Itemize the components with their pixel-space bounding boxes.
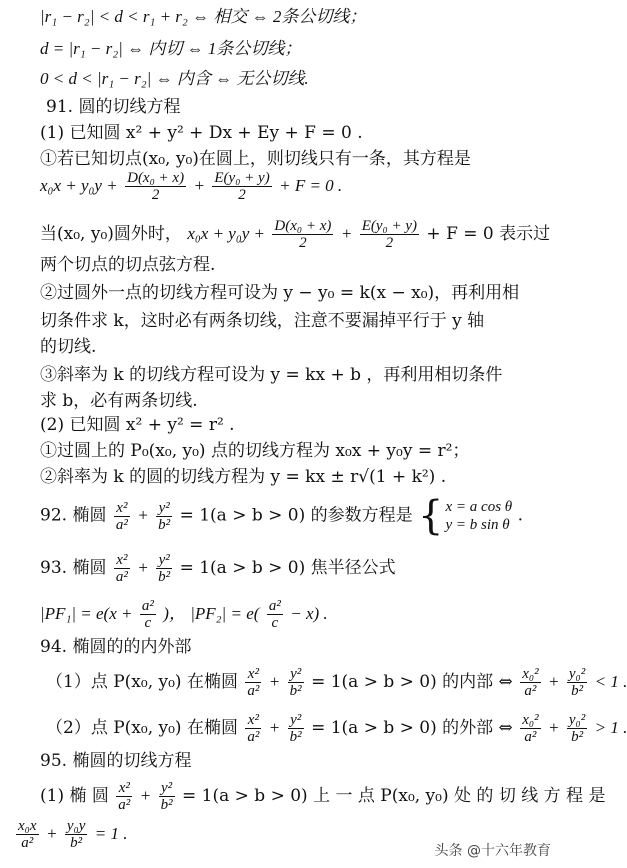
equation-tangent-on-circle: x₀x + y₀y + $\frac{\text{D(x₀ + x)}}{2}$ + $\frac{\text{E(y₀ + y)}}{2}$ + F = 0 . [40, 170, 343, 203]
ellipse-exterior: （2）点 P(x₀, y₀) 在椭圆 $\frac{\text{x²}}{\text{a²}}$ + $\frac{\text{y²}}{\text{b²}}$ = 1(a > b > 0) 的外部 ⇔ $\frac{\text{x₀²}}{\text{a²}}$ + $\frac{\text{y₀²}}{\text{b²}}$ > 1 . [46, 712, 627, 745]
focal-radius-formula: |PF₁| = e(x + $\frac{\text{a²}}{c}$ )， |PF₂| = e( $\frac{\text{a²}}{c}$ − x) . [40, 598, 328, 631]
brace-icon: { [418, 493, 444, 539]
ellipse-interior: （1）点 P(x₀, y₀) 在椭圆 $\frac{\text{x²}}{\text{a²}}$ + $\frac{\text{y²}}{\text{b²}}$ = 1(a > b > 0) 的内部 ⇔ $\frac{\text{x₀²}}{\text{a²}}$ + $\frac{\text{y₀²}}{\text{b²}}$ < 1 . [46, 666, 627, 699]
section-93: 93. 椭圆 $\frac{\text{x²}}{\text{a²}}$ + $\frac{\text{y²}}{\text{b²}}$ = 1(a > b > 0) 焦半径公式 [40, 552, 396, 585]
line-91-2: ①若已知切点(x₀, y₀)在圆上，则切线只有一条，其方程是 [40, 149, 471, 169]
ellipse-tangent-equation: $\frac{\text{x₀x}}{\text{a²}}$ + $\frac{\text{y₀y}}{\text{b²}}$ = 1 . [18, 818, 128, 851]
line-91-8: ③斜率为 k 的切线方程可设为 y = kx + b ，再利用相切条件 [40, 365, 503, 385]
line-91-4: 两个切点的切点弦方程. [40, 255, 216, 275]
section-94-title: 94. 椭圆的的内外部 [40, 637, 192, 657]
line-1: |r₁ − r₂| < d < r₁ + r₂ ⇔ 相交 ⇔ 2条公切线； [40, 7, 367, 26]
line-3: 0 < d < |r₁ − r₂| ⇔ 内含 ⇔ 无公切线. [40, 69, 309, 88]
line-91-10: (2) 已知圆 x² + y² = r² . [40, 415, 235, 435]
line-91-7: 的切线. [40, 337, 97, 357]
section-95-title: 95. 椭圆的切线方程 [40, 751, 192, 771]
watermark: 头条 @十六年教育 [434, 843, 551, 859]
ellipse-tangent-statement: (1) 椭 圆 $\frac{\text{x²}}{\text{a²}}$ + $\frac{\text{y²}}{\text{b²}}$ = 1(a > b > 0) 上 一 点 P(x₀, y₀) 处 的 切 线 方 程 是 [40, 780, 606, 813]
line-91-11: ①过圆上的 P₀(x₀, y₀) 点的切线方程为 x₀x + y₀y = r²； [40, 441, 470, 461]
section-91-title: 91. 圆的切线方程 [46, 97, 181, 117]
line-91-12: ②斜率为 k 的圆的切线方程为 y = kx ± r√(1 + k²) . [40, 467, 447, 487]
line-91-6: 切条件求 k，这时必有两条切线，注意不要漏掉平行于 y 轴 [40, 311, 485, 331]
line-91-1: (1) 已知圆 x² + y² + Dx + Ey + F = 0 . [40, 123, 363, 143]
line-91-5: ②过圆外一点的切线方程可设为 y − y₀ = k(x − x₀)，再利用相 [40, 283, 520, 303]
line-2: d = |r₁ − r₂| ⇔ 内切 ⇔ 1条公切线； [40, 39, 302, 58]
line-91-9: 求 b，必有两条切线. [40, 391, 198, 411]
parametric-system: { x = a cos θ y = b sin θ [418, 493, 513, 539]
equation-chord-of-contact: 当(x₀, y₀)圆外时， x₀x + y₀y + $\frac{\text{D(x₀ + x)}}{2}$ + $\frac{\text{E(y₀ + y)}}{2}$ + F = 0 表示过 [40, 218, 551, 251]
section-92: 92. 椭圆 $\frac{\text{x²}}{\text{a²}}$ + $\frac{\text{y²}}{\text{b²}}$ = 1(a > b > 0) 的参数方程是 { x = a cos θ y = b sin θ . [40, 493, 523, 539]
